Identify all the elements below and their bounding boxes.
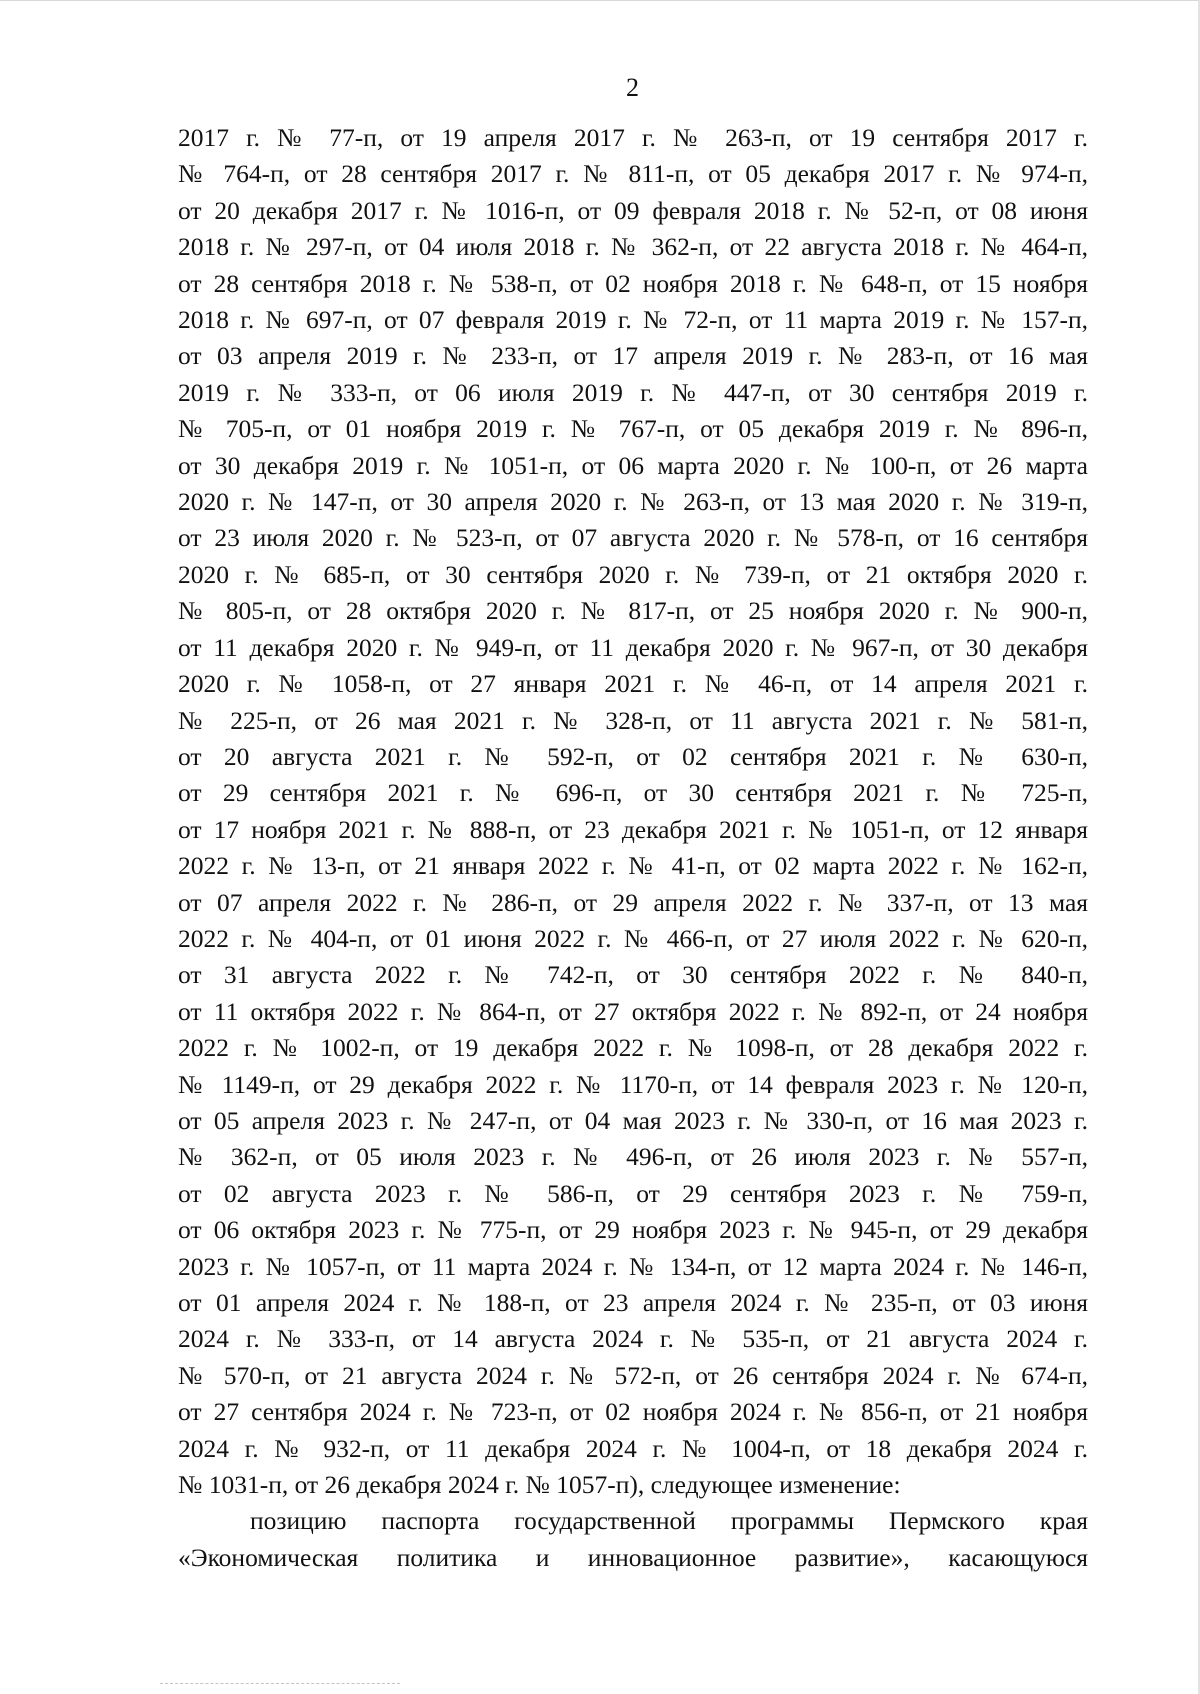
text-line: от 29 сентября 2021 г. № 696-п, от 30 сентября 2021 г. № 725-п,	[178, 778, 1088, 808]
text-line: от 05 апреля 2023 г. № 247-п, от 04 мая 2023 г. № 330-п, от 16 мая 2023 г.	[178, 1105, 1088, 1135]
scan-edge-bottom	[160, 1683, 400, 1684]
text-line: № 362-п, от 05 июля 2023 г. № 496-п, от 26 июля 2023 г. № 557-п,	[178, 1142, 1088, 1172]
text-line: 2024 г. № 333-п, от 14 августа 2024 г. № 535-п, от 21 августа 2024 г.	[178, 1324, 1088, 1354]
text-line: 2022 г. № 404-п, от 01 июня 2022 г. № 466-п, от 27 июля 2022 г. № 620-п,	[178, 923, 1088, 953]
text-line: от 27 сентября 2024 г. № 723-п, от 02 ноября 2024 г. № 856-п, от 21 ноября	[178, 1397, 1088, 1427]
page-number: 2	[626, 73, 639, 102]
text-line: № 805-п, от 28 октября 2020 г. № 817-п, от 25 ноября 2020 г. № 900-п,	[178, 596, 1088, 626]
text-line: 2019 г. № 333-п, от 06 июля 2019 г. № 447-п, от 30 сентября 2019 г.	[178, 377, 1088, 407]
text-line: 2024 г. № 932-п, от 11 декабря 2024 г. № 1004-п, от 18 декабря 2024 г.	[178, 1433, 1088, 1463]
text-line: 2017 г. № 77-п, от 19 апреля 2017 г. № 263-п, от 19 сентября 2017 г.	[178, 123, 1088, 152]
text-line: от 03 апреля 2019 г. № 233-п, от 17 апреля 2019 г. № 283-п, от 16 мая	[178, 341, 1088, 371]
text-line: 2018 г. № 297-п, от 04 июля 2018 г. № 362-п, от 22 августа 2018 г. № 464-п,	[178, 232, 1088, 262]
paragraph-first-line: позицию паспорта государственной программы Пермского края	[250, 1506, 1088, 1536]
text-line: от 11 декабря 2020 г. № 949-п, от 11 декабря 2020 г. № 967-п, от 30 декабря	[178, 632, 1088, 662]
text-line: от 01 апреля 2024 г. № 188-п, от 23 апреля 2024 г. № 235-п, от 03 июня	[178, 1288, 1088, 1317]
text-line: 2020 г. № 685-п, от 30 сентября 2020 г. № 739-п, от 21 октября 2020 г.	[178, 559, 1088, 589]
text-line: 2022 г. № 13-п, от 21 января 2022 г. № 41-п, от 02 марта 2022 г. № 162-п,	[178, 851, 1088, 881]
text-line: 2023 г. № 1057-п, от 11 марта 2024 г. № 134-п, от 12 марта 2024 г. № 146-п,	[178, 1251, 1088, 1281]
text-line: № 764-п, от 28 сентября 2017 г. № 811-п, от 05 декабря 2017 г. № 974-п,	[178, 159, 1088, 189]
text-line: 2020 г. № 1058-п, от 27 января 2021 г. № 46-п, от 14 апреля 2021 г.	[178, 669, 1088, 699]
text-line: № 705-п, от 01 ноября 2019 г. № 767-п, от 05 декабря 2019 г. № 896-п,	[178, 414, 1088, 444]
text-line: 2022 г. № 1002-п, от 19 декабря 2022 г. № 1098-п, от 28 декабря 2022 г.	[178, 1033, 1088, 1063]
text-line: 2018 г. № 697-п, от 07 февраля 2019 г. № 72-п, от 11 марта 2019 г. № 157-п,	[178, 305, 1088, 335]
text-line: № 570-п, от 21 августа 2024 г. № 572-п, от 26 сентября 2024 г. № 674-п,	[178, 1360, 1088, 1390]
text-line: от 02 августа 2023 г. № 586-п, от 29 сентября 2023 г. № 759-п,	[178, 1178, 1088, 1208]
text-line: от 11 октября 2022 г. № 864-п, от 27 октября 2022 г. № 892-п, от 24 ноября	[178, 996, 1088, 1026]
text-line: № 1149-п, от 29 декабря 2022 г. № 1170-п, от 14 февраля 2023 г. № 120-п,	[178, 1069, 1088, 1099]
text-line: от 06 октября 2023 г. № 775-п, от 29 ноября 2023 г. № 945-п, от 29 декабря	[178, 1215, 1088, 1245]
text-line: от 20 августа 2021 г. № 592-п, от 02 сентября 2021 г. № 630-п,	[178, 741, 1088, 771]
text-line: от 17 ноября 2021 г. № 888-п, от 23 декабря 2021 г. № 1051-п, от 12 января	[178, 814, 1088, 844]
text-line: от 20 декабря 2017 г. № 1016-п, от 09 февраля 2018 г. № 52-п, от 08 июня	[178, 195, 1088, 225]
text-line: от 28 сентября 2018 г. № 538-п, от 02 ноября 2018 г. № 648-п, от 15 ноября	[178, 268, 1088, 298]
text-line: от 30 декабря 2019 г. № 1051-п, от 06 марта 2020 г. № 100-п, от 26 марта	[178, 450, 1088, 480]
document-body	[178, 120, 1088, 1576]
scan-edge-top	[0, 0, 1200, 1]
text-line: от 07 апреля 2022 г. № 286-п, от 29 апреля 2022 г. № 337-п, от 13 мая	[178, 887, 1088, 917]
text-line: от 23 июля 2020 г. № 523-п, от 07 августа 2020 г. № 578-п, от 16 сентября	[178, 523, 1088, 553]
text-line: № 225-п, от 26 мая 2021 г. № 328-п, от 11 августа 2021 г. № 581-п,	[178, 705, 1088, 735]
text-line: «Экономическая политика и инновационное развитие», касающуюся	[178, 1542, 1088, 1572]
text-line: № 1031-п, от 26 декабря 2024 г. № 1057-п), следующее изменение:	[178, 1470, 901, 1500]
text-line: 2020 г. № 147-п, от 30 апреля 2020 г. № 263-п, от 13 мая 2020 г. № 319-п,	[178, 487, 1088, 517]
text-line: от 31 августа 2022 г. № 742-п, от 30 сентября 2022 г. № 840-п,	[178, 960, 1088, 990]
